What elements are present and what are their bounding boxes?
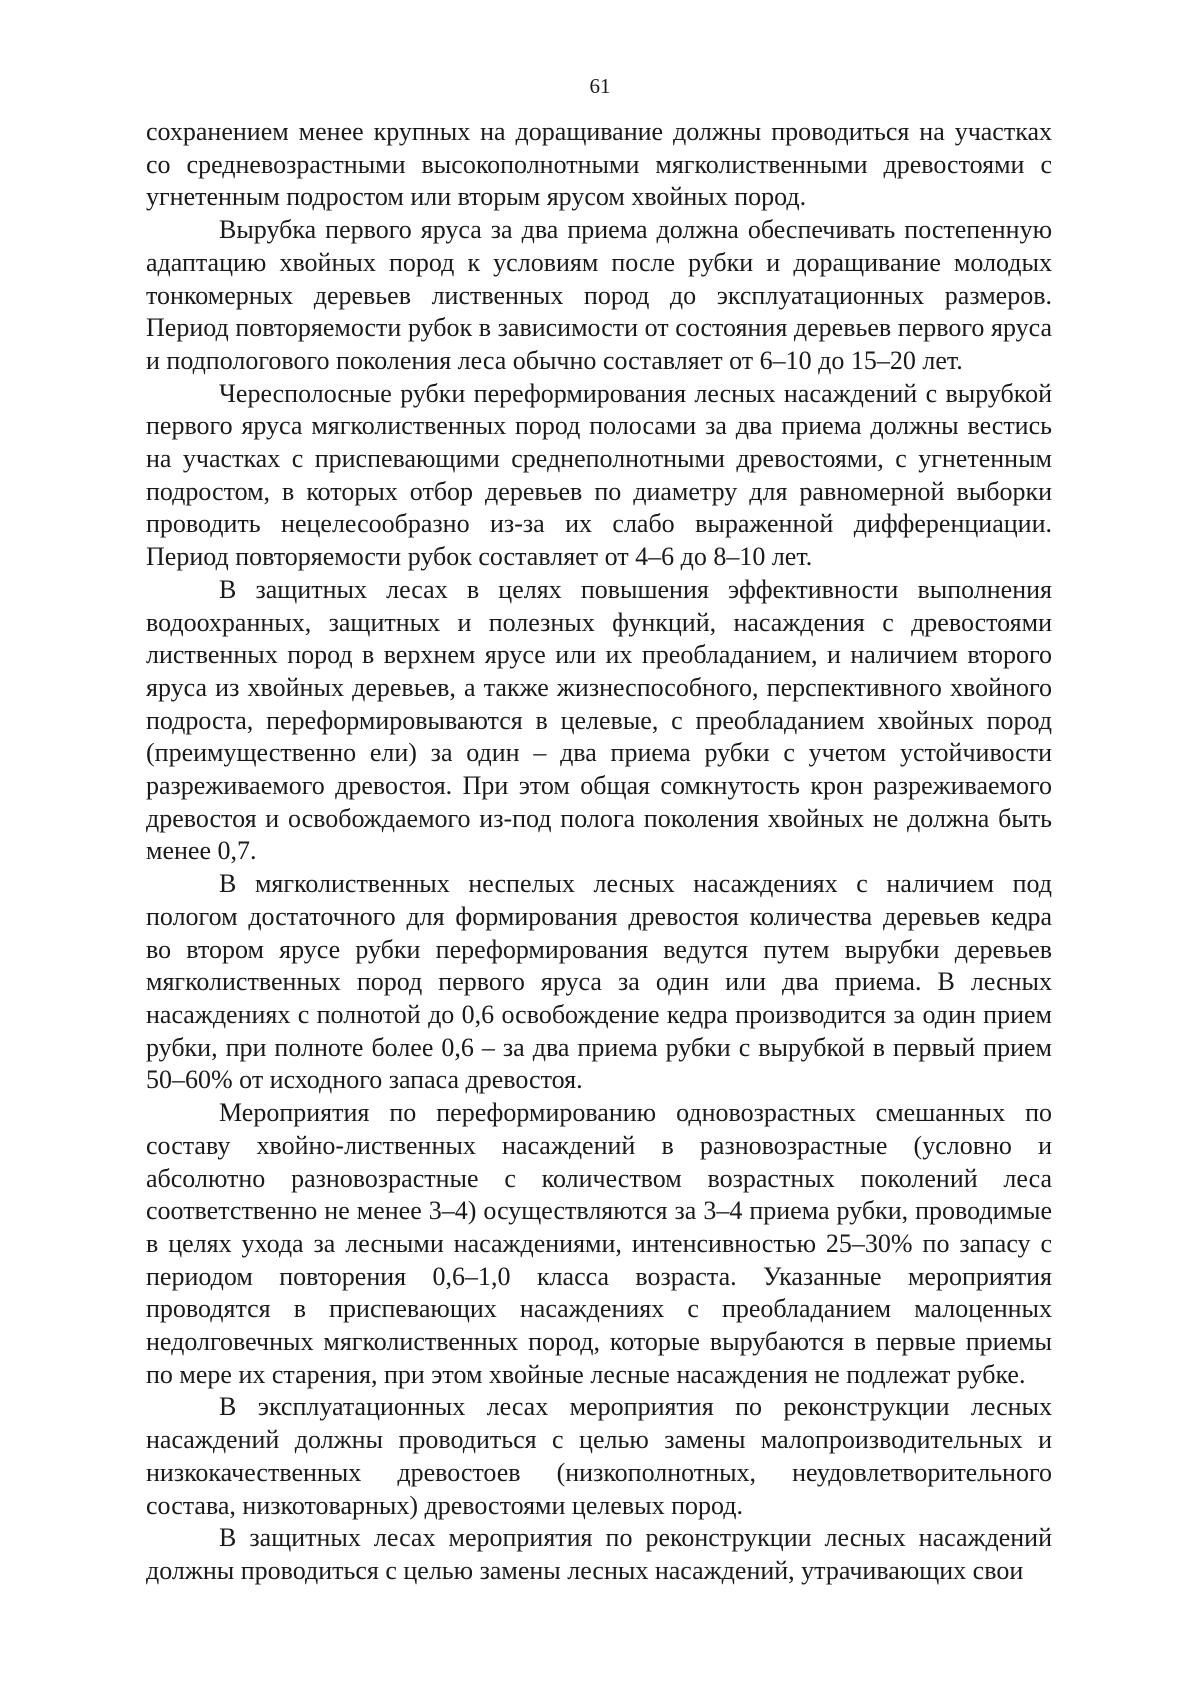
paragraph: В защитных лесах в целях повышения эффективности выполнения водоохранных, защитных и полезных функций, насаждения с древостоями лиственных пород в верхнем ярусе или их преобладанием, и наличием второго яруса из хвойных деревьев, а также жизнеспособного, перспективного хвойного подроста, переформировываются в целевые, с преобладанием хвойных пород (преимущественно ели) за один – два приема рубки с учетом устойчивости разреживаемого древостоя. При этом общая сомкнутость крон разреживаемого древостоя и освобождаемого из-под полога поколения хвойных не должна быть менее 0,7. <box>146 574 1052 866</box>
paragraph: Вырубка первого яруса за два приема должна обеспечивать постепенную адаптацию хвойных пород к условиям после рубки и доращивание молодых тонкомерных деревьев лиственных пород до эксплуатационных размеров. Период повторяемости рубок в зависимости от состояния деревьев первого яруса и подпологового поколения леса обычно составляет от 6–10 до 15–20 лет. <box>146 215 1052 375</box>
document-body <box>146 116 1052 1588</box>
paragraph: Мероприятия по переформированию одновозрастных смешанных по составу хвойно-лиственных насаждений в разновозрастные (условно и абсолютно разновозрастные с количеством возрастных поколений леса соответственно не менее 3–4) осуществляются за 3–4 приема рубки, проводимые в целях ухода за лесными насаждениями, интенсивностью 25–30% по запасу с периодом повторения 0,6–1,0 класса возраста. Указанные мероприятия проводятся в приспевающих насаждениях с преобладанием малоценных недолговечных мягколиственных пород, которые вырубаются в первые приемы по мере их старения, при этом хвойные лесные насаждения не подлежат рубке. <box>146 1098 1052 1389</box>
paragraph: В мягколиственных неспелых лесных насаждениях с наличием под пологом достаточного для формирования древостоя количества деревьев кедра во втором ярусе рубки переформирования ведутся путем вырубки деревьев мягколиственных пород первого яруса за один или два приема. В лесных насаждениях с полнотой до 0,6 освобождение кедра производится за один прием рубки, при полноте более 0,6 – за два приема рубки с вырубкой в первый прием 50–60% от исходного запаса древостоя. <box>146 869 1052 1095</box>
page-number: 61 <box>589 74 611 98</box>
paragraph: сохранением менее крупных на доращивание должны проводиться на участках со средневозрастными высокополнотными мягколиственными древостоями с угнетенным подростом или вторым ярусом хвойных пород. <box>146 117 1052 212</box>
paragraph: В эксплуатационных лесах мероприятия по реконструкции лесных насаждений должны проводиться с целью замены малопроизводительных и низкокачественных древостоев (низкополнотных, неудовлетворительного состава, низкотоварных) древостоями целевых пород. <box>146 1392 1052 1520</box>
paragraph: Чересполосные рубки переформирования лесных насаждений с вырубкой первого яруса мягколиственных пород полосами за два приема должны вестись на участках с приспевающими среднеполнотными древостоями, с угнетенным подростом, в которых отбор деревьев по диаметру для равномерной выборки проводить нецелесообразно из-за их слабо выраженной дифференциации. Период повторяемости рубок составляет от 4–6 до 8–10 лет. <box>146 378 1052 572</box>
paragraph: В защитных лесах мероприятия по реконструкции лесных насаждений должны проводиться с целью замены лесных насаждений, утрачивающих свои <box>146 1523 1052 1585</box>
